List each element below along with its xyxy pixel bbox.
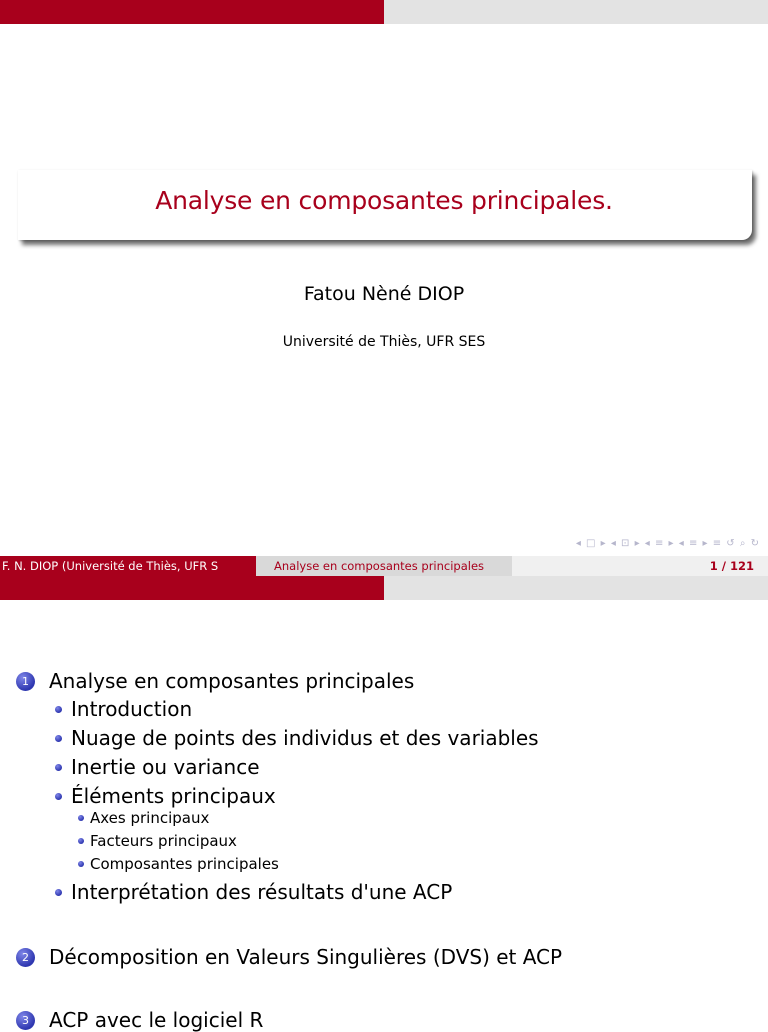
toc-subsection-label: Éléments principaux xyxy=(71,784,276,808)
toc-subsection[interactable] xyxy=(55,726,539,750)
bullet-icon xyxy=(55,706,62,713)
slide1-top-bar xyxy=(0,0,768,24)
top-bar-red xyxy=(0,576,384,600)
slide-title: Analyse en composantes principales. xyxy=(155,186,613,215)
toc-section-label: Décomposition en Valeurs Singulières (DVS) et ACP xyxy=(49,945,563,969)
beamer-navigation-icons[interactable]: ◂ □ ▸ ◂ ⊡ ▸ ◂ ≡ ▸ ◂ ≡ ▸ ≡ ↺ ⌕ ↻ xyxy=(575,538,760,549)
footer-page-number: 1 / 121 xyxy=(512,556,768,576)
bullet-icon xyxy=(78,815,84,821)
toc-section-3[interactable] xyxy=(16,1008,263,1032)
top-bar-red xyxy=(0,0,384,24)
toc-subsection[interactable] xyxy=(55,697,192,721)
bullet-icon xyxy=(55,735,62,742)
slide-footer xyxy=(0,556,768,576)
toc-subsubsection-label: Composantes principales xyxy=(90,855,279,873)
toc-subsubsection-label: Facteurs principaux xyxy=(90,832,237,850)
toc-subsection-label: Introduction xyxy=(71,697,193,721)
top-bar-gray xyxy=(384,0,768,24)
toc-section-label: Analyse en composantes principales xyxy=(49,669,415,693)
toc-section-2[interactable] xyxy=(16,945,562,969)
toc-section-1[interactable] xyxy=(16,669,414,693)
toc-subsection[interactable] xyxy=(55,784,276,808)
bullet-icon xyxy=(55,793,62,800)
toc-subsubsection[interactable] xyxy=(78,855,279,873)
toc-subsection-label: Inertie ou variance xyxy=(71,755,260,779)
slide2-top-bar xyxy=(0,576,768,600)
top-bar-gray xyxy=(384,576,768,600)
toc-subsubsection[interactable] xyxy=(78,809,209,827)
toc-subsection[interactable] xyxy=(55,755,260,779)
institution: Université de Thiès, UFR SES xyxy=(282,334,486,350)
section-number-badge: 1 xyxy=(16,672,35,691)
footer-title: Analyse en composantes principales xyxy=(256,556,512,576)
toc-subsubsection-label: Axes principaux xyxy=(90,809,210,827)
bullet-icon xyxy=(55,764,62,771)
bullet-icon xyxy=(78,861,84,867)
toc-subsection[interactable] xyxy=(55,880,452,904)
toc-subsubsection[interactable] xyxy=(78,832,237,850)
section-number-badge: 2 xyxy=(16,948,35,967)
footer-author: F. N. DIOP (Université de Thiès, UFR S xyxy=(0,556,256,576)
bullet-icon xyxy=(78,838,84,844)
toc-subsection-label: Interprétation des résultats d'une ACP xyxy=(71,880,453,904)
author-name: Fatou Nèné DIOP xyxy=(303,283,465,305)
toc-subsection-label: Nuage de points des individus et des variables xyxy=(71,726,539,750)
section-number-badge: 3 xyxy=(16,1011,35,1030)
bullet-icon xyxy=(55,889,62,896)
toc-section-label: ACP avec le logiciel R xyxy=(49,1008,264,1032)
